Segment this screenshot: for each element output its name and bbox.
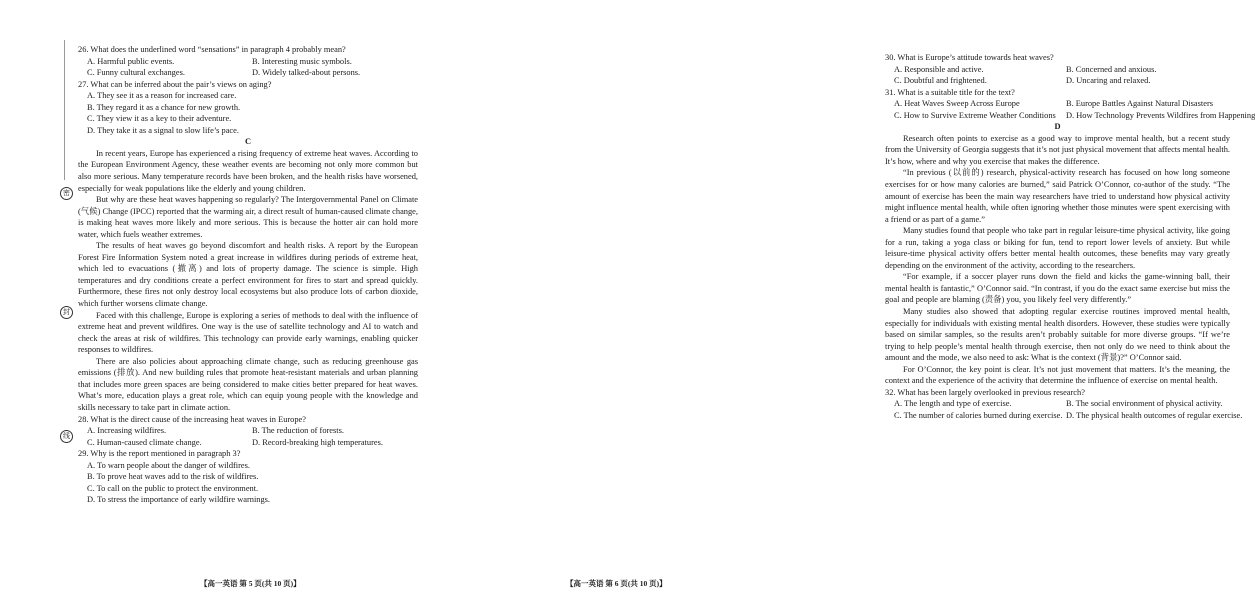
option-30-a: A. Responsible and active.: [894, 64, 984, 74]
passage-d-paragraph: For O’Connor, the key point is clear. It’s not just movement that matters. It’s the meaning, the context and the experience of the activity that determine the influence of exercise on mental health.: [885, 364, 1230, 386]
page-footer-left: 【高一英语 第 5 页(共 10 页)】: [200, 579, 301, 588]
option-28-b: B. The reduction of forests.: [252, 426, 344, 436]
option-27-c: C. They view it as a key to their adventure.: [87, 114, 232, 124]
option-26-c: C. Funny cultural exchanges.: [87, 68, 185, 78]
question-30-options: [894, 64, 1230, 87]
binder-mark-seal: 密: [60, 187, 73, 200]
page-footer-right: 【高一英语 第 6 页(共 10 页)】: [566, 579, 667, 588]
option-26-a: A. Harmful public events.: [87, 56, 175, 66]
question-31-options: [894, 98, 1255, 121]
option-29-b: B. To prove heat waves add to the risk of wildfires.: [87, 472, 259, 482]
right-column: [885, 52, 1255, 422]
option-27-b: B. They regard it as a chance for new growth.: [87, 102, 241, 112]
option-32-b: B. The social environment of physical activity.: [1066, 399, 1223, 409]
option-31-d: D. How Technology Prevents Wildfires from Happening: [1066, 110, 1255, 120]
question-26-options: [87, 56, 418, 79]
option-31-b: B. Europe Battles Against Natural Disasters: [1066, 99, 1213, 109]
passage-d-paragraph: “For example, if a soccer player runs down the field and kicks the game-winning ball, their mental health is fantastic,” O’Connor said. “In contrast, if you do the exact same exercise but miss the goal and people are blaming (责备) you, you likely feel very differently.”: [885, 272, 1230, 305]
option-32-d: D. The physical health outcomes of regular exercise.: [1066, 410, 1243, 420]
passage-c-paragraph: In recent years, Europe has experienced a rising frequency of extreme heat waves. According to the European Environment Agency, these weather events are becoming not only more common but also more serious. Many temperature records have been broken, and the health risks have worsened, especially for weak populations like the elderly and young children.: [78, 148, 418, 193]
passage-d-paragraph: Many studies found that people who take part in regular leisure-time physical activity, like going for a run, taking a yoga class or biking for fun, tend to report lower levels of anxiety. But while leisure-time physical activity offers better mental health outcomes, these benefits may vary greatly depending on the environment of the activity, according to the researchers.: [885, 226, 1230, 270]
option-28-a: A. Increasing wildfires.: [87, 426, 167, 436]
section-heading-c: C: [244, 137, 252, 147]
option-29-a: A. To warn people about the danger of wildfires.: [87, 460, 250, 470]
passage-c-paragraph: But why are these heat waves happening so regularly? The Intergovernmental Panel on Climate (气候) Change (IPCC) reported that the warming air, a direct result of human-caused climate change, is making heat waves more likely and more serious. This is because the hotter air can hold more water, which fuels weather extremes.: [78, 195, 418, 239]
binding-line: [64, 40, 65, 180]
option-30-d: D. Uncaring and relaxed.: [1066, 76, 1151, 86]
question-28-options: [87, 425, 418, 448]
option-26-d: D. Widely talked-about persons.: [252, 68, 361, 78]
passage-c-paragraph: Faced with this challenge, Europe is exploring a series of methods to deal with the influence of extreme heat and prevent wildfires. One way is the use of satellite technology and AI to watch and check the areas at risk of wildfires. This technology can provide early warnings, enabling quicker responses to wildfires.: [78, 310, 418, 355]
option-26-b: B. Interesting music symbols.: [252, 56, 352, 66]
passage-d-paragraph: Many studies also showed that adopting regular exercise routines improved mental health, especially for individuals with existing mental health disorders. However, these studies were typically based on similar samples, so the results aren’t probably suitable for more diverse groups. “If we’re trying to help people’s mental health through exercise, then not only do we need to think about the amount and the mode, we also need to ask: What is the context (背景)?” O’Connor said.: [885, 307, 1230, 363]
option-28-c: C. Human-caused climate change.: [87, 437, 202, 447]
passage-d-paragraph: Research often points to exercise as a good way to improve mental health, but a recent study from the University of Georgia suggests that it’s not just physical movement that affects mental health. It’s how, where and why you exercise that makes the difference.: [885, 133, 1230, 166]
right-page: [435, 0, 1255, 615]
question-27: 27. What can be inferred about the pair’s views on aging?: [78, 79, 272, 89]
option-28-d: D. Record-breaking high temperatures.: [252, 437, 383, 447]
binder-mark-line: 线: [60, 430, 73, 443]
question-32: 32. What has been largely overlooked in previous research?: [885, 387, 1085, 397]
section-heading-d: D: [1054, 122, 1061, 132]
left-page: [0, 0, 435, 615]
option-32-a: A. The length and type of exercise.: [894, 399, 1012, 409]
option-31-a: A. Heat Waves Sweep Across Europe: [894, 99, 1020, 109]
question-26: 26. What does the underlined word “sensations” in paragraph 4 probably mean?: [78, 45, 346, 54]
option-31-c: C. How to Survive Extreme Weather Conditions: [894, 110, 1056, 120]
binder-mark-envelope: 封: [60, 306, 73, 319]
option-29-d: D. To stress the importance of early wildfire warnings.: [87, 495, 270, 505]
option-27-d: D. They take it as a signal to slow life’s pace.: [87, 125, 239, 135]
left-column: [78, 44, 418, 506]
question-31: 31. What is a suitable title for the text?: [885, 87, 1015, 97]
question-29: 29. Why is the report mentioned in paragraph 3?: [78, 449, 241, 459]
passage-c-paragraph: There are also policies about approaching climate change, such as reducing greenhouse gas emissions (排放). And new building rules that promote heat-resistant materials and urban planning that includes more green spaces are being considered to make cities better prepared for heat waves. What’s more, education plays a great role, which can equip young people with the knowledge and skills necessary to take part in climate action.: [78, 356, 418, 412]
question-32-options: [894, 398, 1243, 421]
option-30-c: C. Doubtful and frightened.: [894, 76, 987, 86]
option-32-c: C. The number of calories burned during exercise.: [894, 410, 1063, 420]
question-27-options: [87, 90, 418, 136]
option-30-b: B. Concerned and anxious.: [1066, 64, 1157, 74]
question-29-options: [87, 460, 418, 506]
option-27-a: A. They see it as a reason for increased care.: [87, 91, 237, 101]
option-29-c: C. To call on the public to protect the environment.: [87, 483, 259, 493]
question-30: 30. What is Europe’s attitude towards heat waves?: [885, 53, 1054, 62]
passage-c-paragraph: The results of heat waves go beyond discomfort and health risks. A report by the European Forest Fire Information System noted a great increase in wildfires during periods of extreme heat, which led to evacuations (撤离) and lots of property damage. The science is simple. High temperatures and dry conditions create a perfect environment for fires to start and spread quickly. Furthermore, these fires not only destroy local ecosystems but also produce lots of carbon dioxide, which further worsens climate change.: [78, 241, 418, 309]
question-28: 28. What is the direct cause of the increasing heat waves in Europe?: [78, 414, 306, 424]
passage-d-paragraph: “In previous (以前的) research, physical-activity research has focused on how long someone exercises for or how many calories are burned,” said Patrick O’Connor, co-author of the study. “The amount of exercise has been the main way researchers have tried to understand how physical activity might influence mental health, while often ignoring whether those minutes were spent exercising with a friend or as part of a game.”: [885, 168, 1230, 224]
